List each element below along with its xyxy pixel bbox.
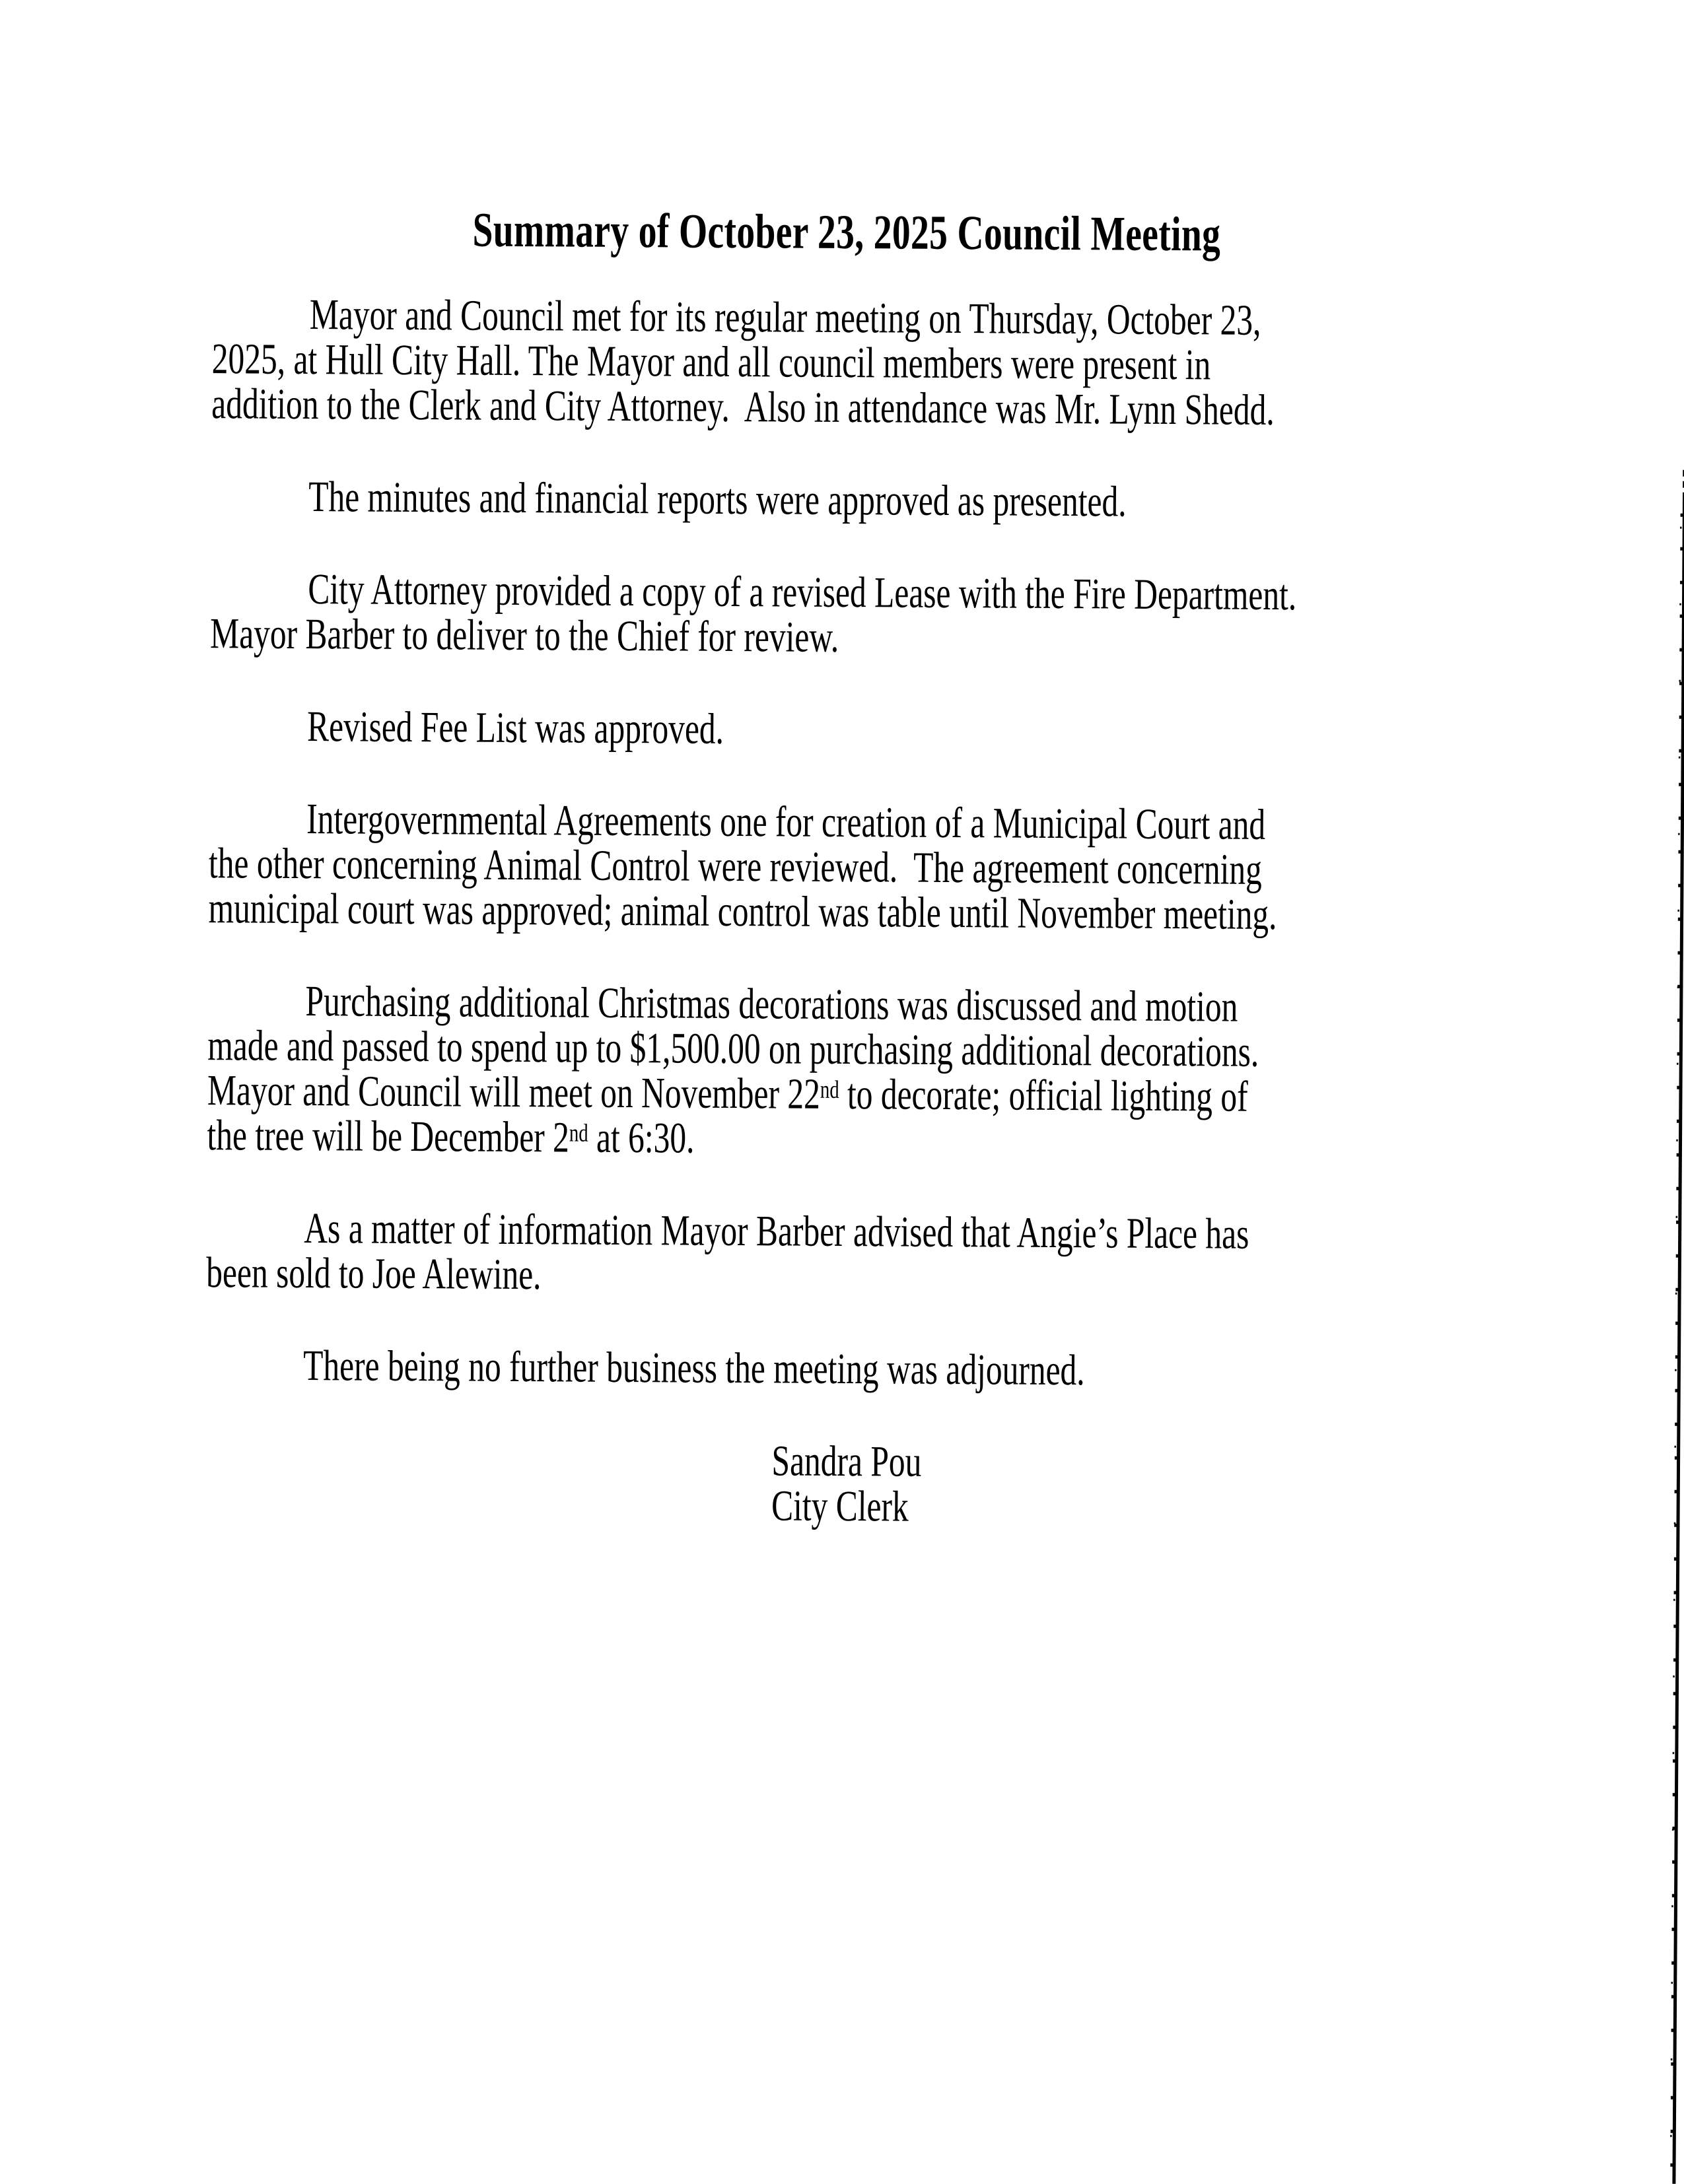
body-text-line: Purchasing additional Christmas decorations was discussed and motion — [305, 977, 1238, 1031]
body-text-line: Mayor Barber to deliver to the Chief for review. — [209, 609, 839, 662]
paragraph — [211, 474, 1479, 527]
body-text-line: addition to the Clerk and City Attorney. Also in attendance was Mr. Lynn Shedd. — [211, 380, 1275, 434]
ordinal-superscript: nd — [820, 1075, 839, 1104]
body-text-line — [207, 1113, 1475, 1166]
body-text-line: the other concerning Animal Control were reviewed. The agreement concerning — [208, 839, 1263, 894]
signature-name: Sandra Pou — [771, 1437, 922, 1486]
signature-block — [771, 1439, 1681, 1534]
body-text-line: 2025, at Hull City Hall. The Mayor and all council members were present in — [211, 335, 1211, 390]
body-text-line: City Attorney provided a copy of a revised Lease with the Fire Department. — [308, 565, 1297, 620]
text-segment: to decorate; official lighting of — [839, 1070, 1248, 1121]
text-segment: the tree will be December 2 — [207, 1111, 570, 1162]
body-text-line: There being no further business the meeting was adjourned. — [302, 1342, 1085, 1395]
body-text-line: been sold to Joe Alewine. — [206, 1248, 542, 1299]
paragraph — [208, 796, 1477, 939]
body-text-line: municipal court was approved; animal control was table until November meeting. — [208, 884, 1277, 939]
document-body — [0, 290, 1684, 1397]
paragraph — [207, 978, 1476, 1166]
body-text-line: As a matter of information Mayor Barber advised that Angie’s Place has — [304, 1204, 1249, 1258]
paragraph — [206, 1206, 1475, 1303]
text-segment: at 6:30. — [588, 1113, 695, 1163]
body-text-line: Mayor and Council met for its regular meeting on Thursday, October 23, — [309, 290, 1261, 345]
body-text-line: The minutes and financial reports were approved as presented. — [308, 473, 1127, 526]
paragraph — [211, 292, 1480, 434]
body-text-line: Revised Fee List was approved. — [306, 702, 724, 753]
paragraph — [210, 566, 1479, 664]
body-text-line: made and passed to spend up to $1,500.00 on purchasing additional decorations. — [207, 1021, 1259, 1076]
paragraph — [209, 704, 1477, 757]
ordinal-superscript: nd — [569, 1119, 588, 1147]
text-segment: Mayor and Council will meet on November 22 — [207, 1066, 821, 1118]
paragraph — [205, 1343, 1473, 1396]
document-title: Summary of October 23, 2025 Council Meeting — [472, 203, 1221, 262]
body-text-line: Intergovernmental Agreements one for creation of a Municipal Court and — [306, 795, 1266, 849]
signature-title: City Clerk — [771, 1482, 909, 1531]
